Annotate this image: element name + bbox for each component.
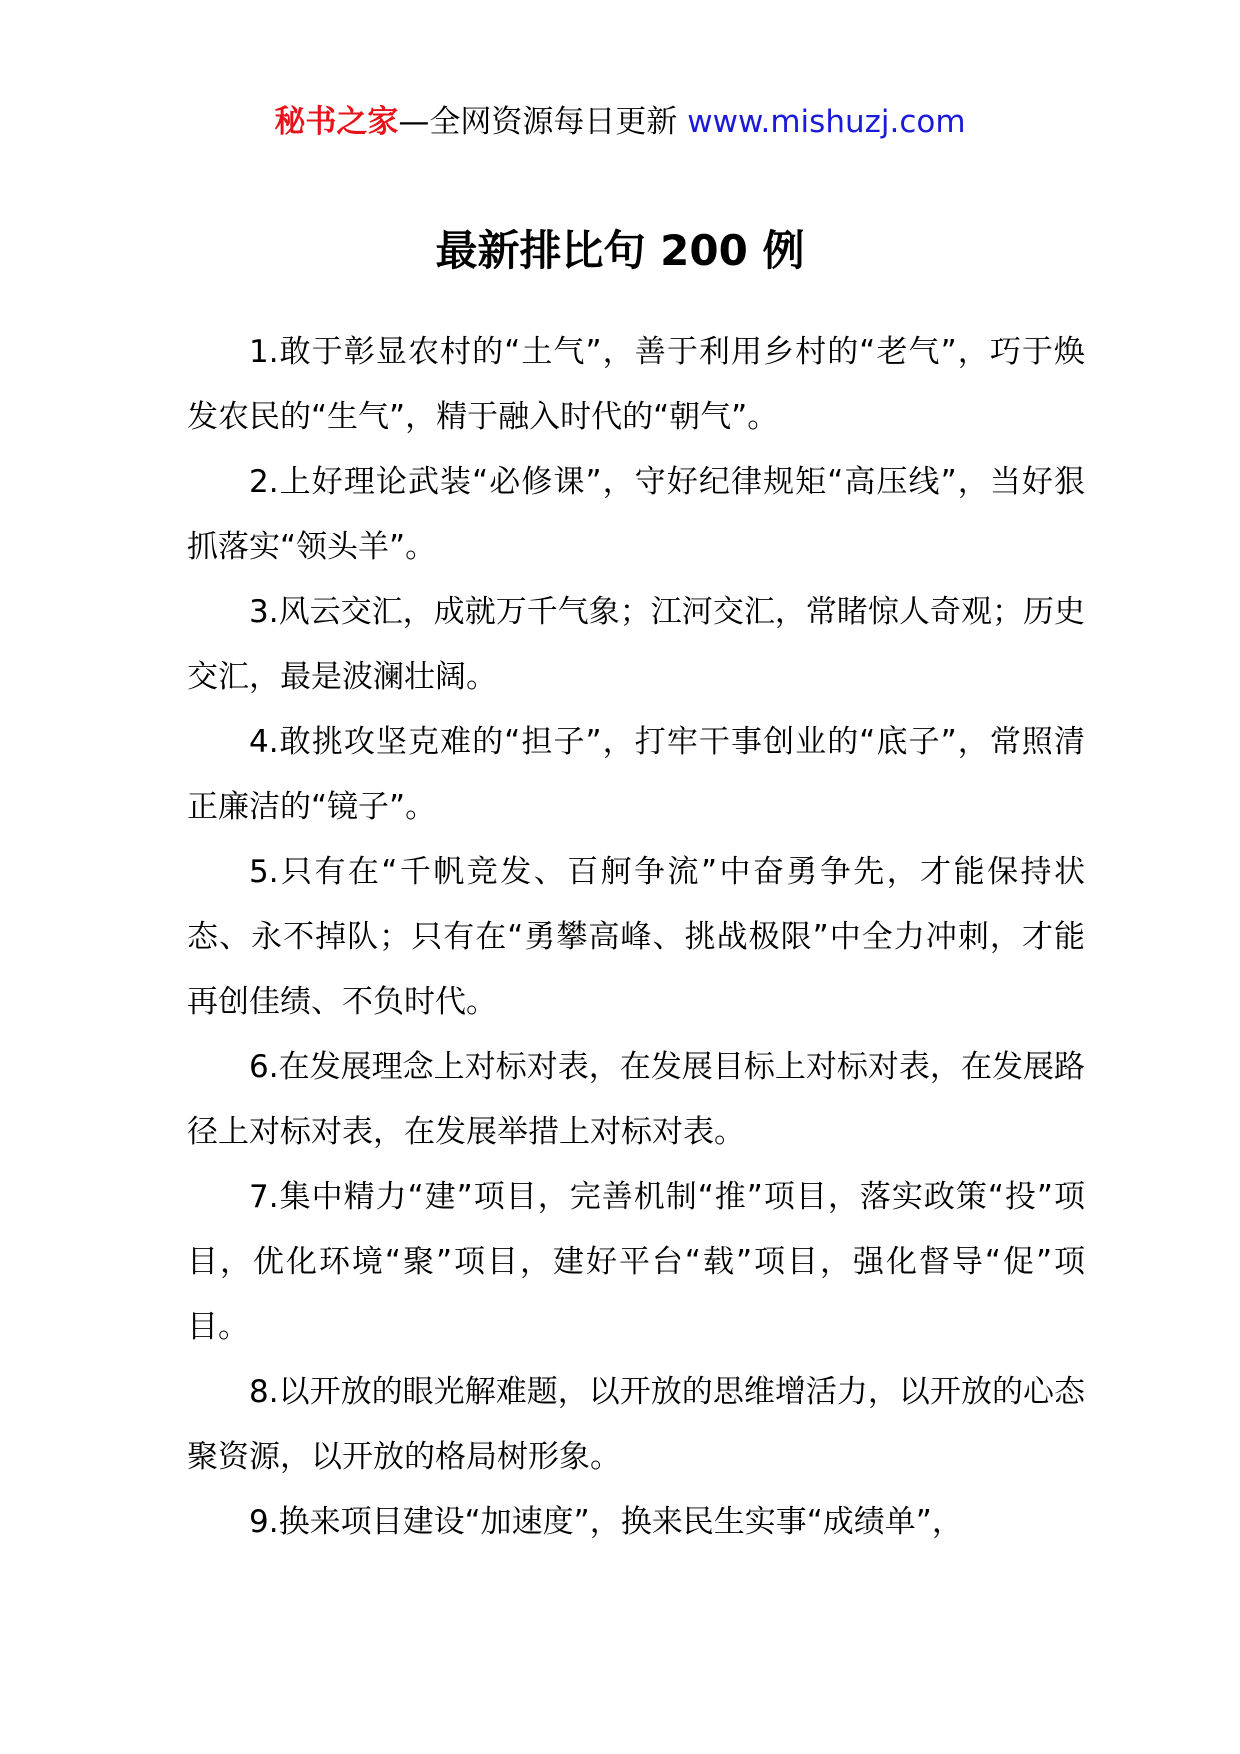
site-tagline: —全网资源每日更新 <box>398 104 688 140</box>
paragraph-2: 2.上好理论武装“必修课”，守好纪律规矩“高压线”，当好狠抓落实“领头羊”。 <box>187 464 1085 565</box>
document-title: 最新排比句 200 例 <box>435 226 805 275</box>
paragraph-4: 4.敢挑攻坚克难的“担子”，打牢干事创业的“底子”，常照清正廉洁的“镜子”。 <box>187 724 1085 825</box>
paragraph-5: 5.只有在“千帆竞发、百舸争流”中奋勇争先，才能保持状态、永不掉队；只有在“勇攀高峰、挑战极限”中全力冲刺，才能再创佳绩、不负时代。 <box>187 854 1085 1020</box>
paragraph-3: 3.风云交汇，成就万千气象；江河交汇，常睹惊人奇观；历史交汇，最是波澜壮阔。 <box>187 594 1085 695</box>
site-url-link[interactable]: www.mishuzj.com <box>687 104 966 140</box>
site-header <box>0 102 1240 142</box>
document-body <box>187 320 1085 1555</box>
paragraph-6: 6.在发展理念上对标对表，在发展目标上对标对表，在发展路径上对标对表，在发展举措上对标对表。 <box>187 1049 1085 1150</box>
paragraph-1: 1.敢于彰显农村的“土气”，善于利用乡村的“老气”，巧于焕发农民的“生气”，精于融入时代的“朝气”。 <box>187 334 1085 435</box>
paragraph-7: 7.集中精力“建”项目，完善机制“推”项目，落实政策“投”项目，优化环境“聚”项目，建好平台“载”项目，强化督导“促”项目。 <box>187 1179 1085 1345</box>
paragraph-8: 8.以开放的眼光解难题，以开放的思维增活力，以开放的心态聚资源，以开放的格局树形象。 <box>187 1374 1085 1475</box>
site-name: 秘书之家 <box>274 104 399 140</box>
paragraph-9: 9.换来项目建设“加速度”，换来民生实事“成绩单”， <box>249 1504 963 1540</box>
